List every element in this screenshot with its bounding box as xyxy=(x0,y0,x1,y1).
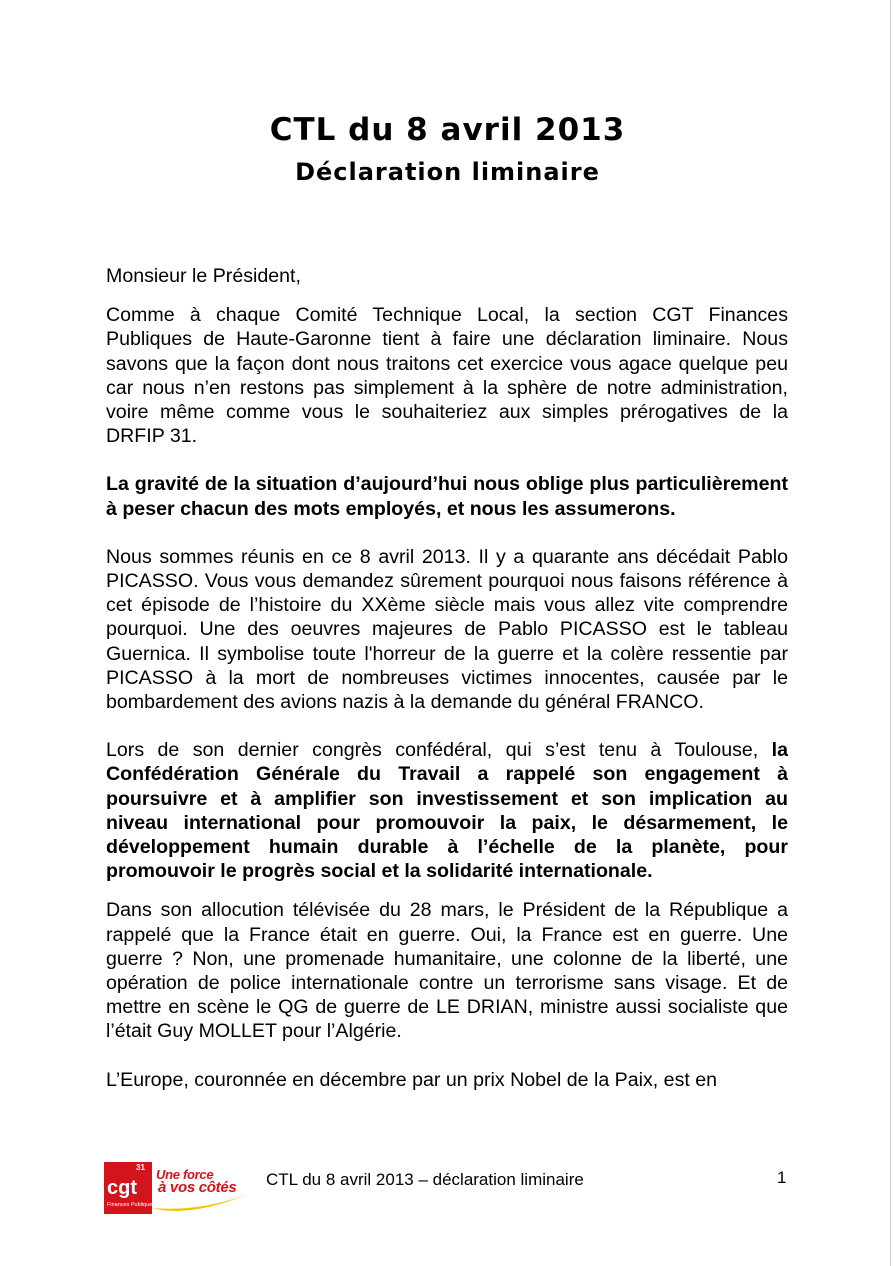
slogan-line1: Une force xyxy=(156,1167,214,1182)
emphasis-text: La gravité de la situation d’aujourd’hui nous oblige plus particulièrement à peser chacun des mots employés, et nous les assumerons. xyxy=(106,473,788,520)
slogan-line2: à vos côtés xyxy=(158,1179,237,1196)
logo-text: cgt xyxy=(107,1177,137,1199)
paragraph-war: Dans son allocution télévisée du 28 mars, le Président de la République a rappelé que la France était en guerre. Oui, la France est en guerre. Une guerre ? Non, une promenade humanitaire, une colonne de la liberté, une opération de police internationale contre un terrorisme sans visage. Et de mettre en scène le QG de guerre de LE DRIAN, ministre aussi socialiste que l’était Guy MOLLET pour l’Algérie. xyxy=(106,899,788,1043)
paragraph-europe: L’Europe, couronnée en décembre par un prix Nobel de la Paix, est en xyxy=(106,1068,718,1091)
page-footer xyxy=(0,1160,895,1220)
logo-number: 31 xyxy=(136,1163,145,1172)
slogan-swoosh xyxy=(150,1190,250,1216)
page-edge xyxy=(890,0,891,1266)
page-number: 1 xyxy=(777,1168,787,1187)
document-subtitle: Déclaration liminaire xyxy=(295,158,600,186)
paragraph-congress xyxy=(106,738,788,883)
logo-subtext: Finances Publiques xyxy=(107,1202,156,1208)
paragraph-intro: Comme à chaque Comité Technique Local, la section CGT Finances Publiques de Haute-Garonne tient à faire une déclaration liminaire. Nous savons que la façon dont nous traitons cet exercice vous agace quelque peu car nous n’en restons pas simplement à la sphère de notre administration, voire même comme vous le souhaiteriez aux simples prérogatives de la DRFIP 31. xyxy=(106,304,788,448)
paragraph-emphasis xyxy=(106,472,788,520)
congress-intro: Lors de son dernier congrès confédéral, qui s’est tenu à Toulouse, xyxy=(106,739,759,762)
congress-bold: la Confédération Générale du Travail a rappelé son engagement à poursuivre et à amplifier son investissement et son implication au niveau international pour promouvoir la paix, le désarmement, le développement humain durable à l’échelle de la planète, pour promouvoir le progrès social et la solidarité internationale. xyxy=(106,739,788,883)
paragraph-picasso: Nous sommes réunis en ce 8 avril 2013. Il y a quarante ans décédait Pablo PICASSO. Vous vous demandez sûrement pourquoi nous faisons référence à cet épisode de l’histoire du XXème siècle mais vous allez vite comprendre pourquoi. Une des oeuvres majeures de Pablo PICASSO est le tableau Guernica. Il symbolise toute l'horreur de la guerre et la colère ressentie par PICASSO à la mort de nombreuses victimes innocentes, causée par le bombardement des avions nazis à la demande du général FRANCO. xyxy=(106,545,788,714)
footer-text: CTL du 8 avril 2013 – déclaration liminaire xyxy=(266,1170,584,1189)
document-body xyxy=(106,264,788,1116)
document-title: CTL du 8 avril 2013 xyxy=(269,112,626,148)
salutation: Monsieur le Président, xyxy=(106,265,301,287)
